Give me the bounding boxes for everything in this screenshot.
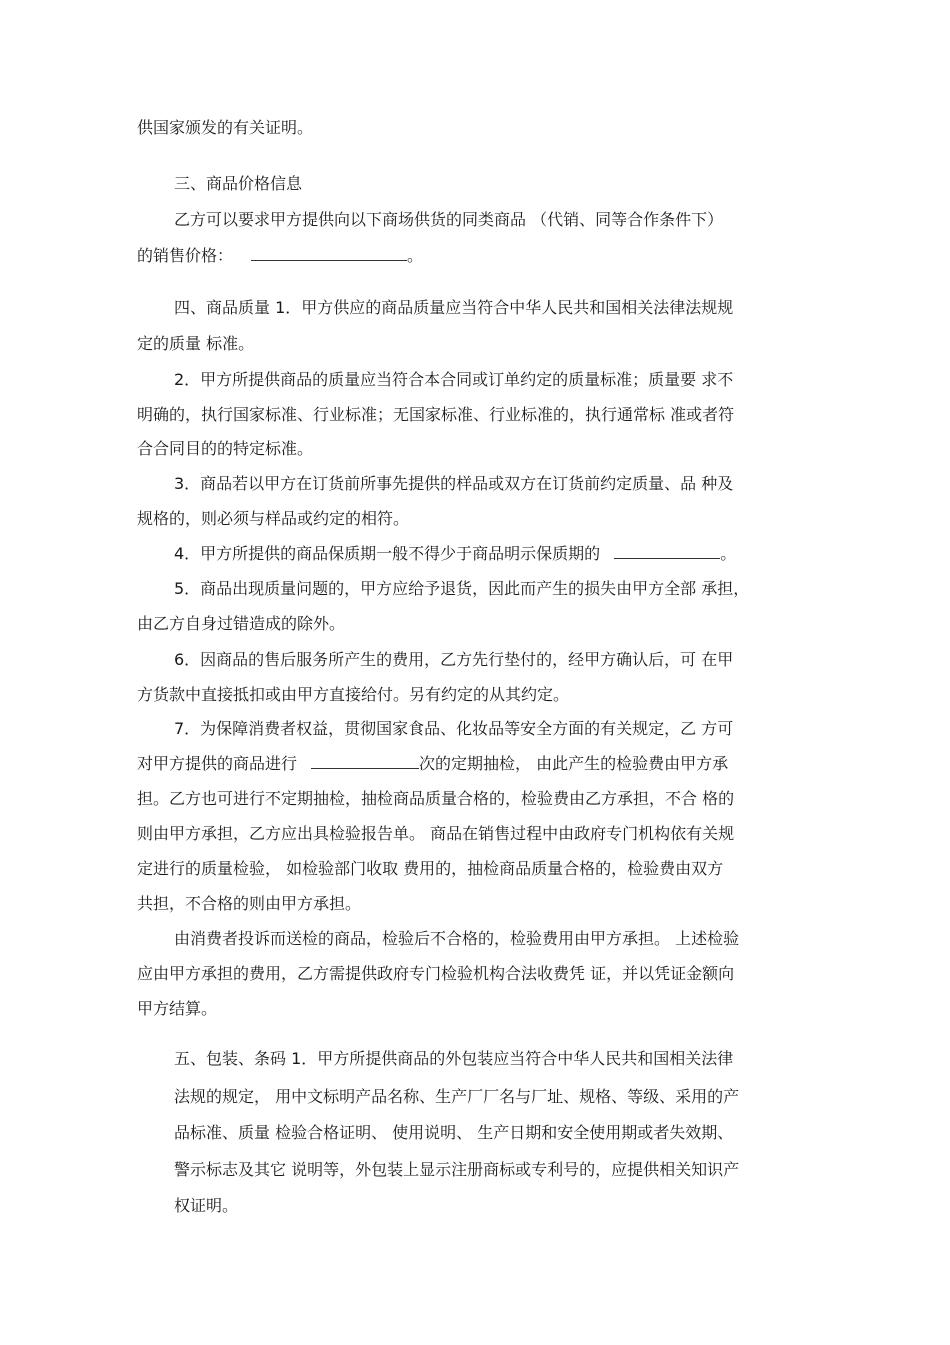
section-4-item2-line2: 明确的，执行国家标准、行业标准；无国家标准、行业标准的，执行通常标 准或者符 xyxy=(137,405,735,424)
section-4-para-line1: 由消费者投诉而送检的商品，检验后不合格的，检验费用由甲方承担。 上述检验 xyxy=(174,929,740,948)
section-5-line5: 权证明。 xyxy=(174,1196,239,1215)
section-3-price-line xyxy=(137,246,423,266)
section-4-item5-line2: 由乙方自身过错造成的除外。 xyxy=(137,614,346,633)
shelf-life-blank-field[interactable] xyxy=(614,544,720,559)
section-4-item1-line2: 定的质量 标准。 xyxy=(137,334,255,353)
section-5-line3: 品标准、质量 检验合格证明、 使用说明、 生产日期和安全使用期或者失效期、 xyxy=(174,1123,734,1142)
section-4-item2-line3: 合合同目的的特定标准。 xyxy=(137,439,314,458)
section-4-item4-line xyxy=(174,544,736,564)
section-4-item7-line3: 担。乙方也可进行不定期抽检，抽检商品质量合格的，检验费由乙方承担，不合 格的 xyxy=(137,789,735,808)
section-4-item5-line1: 5．商品出现质量问题的，甲方应给予退货，因此而产生的损失由甲方全部 承担， xyxy=(174,579,750,598)
section-4-item3-line2: 规格的，则必须与样品或约定的相符。 xyxy=(137,509,410,528)
inspection-label: 对甲方提供的商品进行 xyxy=(137,754,298,773)
section-5-line2: 法规的规定， 用中文标明产品名称、生产厂厂名与厂址、规格、等级、采用的产 xyxy=(174,1087,740,1106)
section-4-item6-line2: 方货款中直接抵扣或由甲方直接给付。另有约定的从其约定。 xyxy=(137,685,570,704)
section-4-item6-line1: 6．因商品的售后服务所产生的费用，乙方先行垫付的，经甲方确认后，可 在甲 xyxy=(174,650,734,669)
section-3-heading: 三、商品价格信息 xyxy=(174,174,303,193)
section-4-item2-line1: 2．甲方所提供商品的质量应当符合本合同或订单约定的质量标准；质量要 求不 xyxy=(174,370,734,389)
section-4-para-line3: 甲方结算。 xyxy=(137,999,218,1018)
section-4-heading-line: 四、商品质量 1．甲方供应的商品质量应当符合中华人民共和国相关法律法规规 xyxy=(174,298,734,317)
shelf-life-suffix: 。 xyxy=(720,544,737,563)
price-blank-field[interactable] xyxy=(251,246,407,261)
section-3-line: 乙方可以要求甲方提供向以下商场供货的同类商品 （代销、同等合作条件下） xyxy=(174,210,724,229)
section-4-item3-line1: 3．商品若以甲方在订货前所事先提供的样品或双方在订货前约定质量、品 种及 xyxy=(174,474,734,493)
section-4-item7-line4: 则由甲方承担，乙方应出具检验报告单。 商品在销售过程中由政府专门机构依有关规 xyxy=(137,824,735,843)
section-4-para-line2: 应由甲方承担的费用，乙方需提供政府专门检验机构合法收费凭 证，并以凭证金额向 xyxy=(137,964,735,983)
section-4-item7-line6: 共担，不合格的则由甲方承担。 xyxy=(137,894,362,913)
price-suffix: 。 xyxy=(407,246,424,265)
inspection-count-blank-field[interactable] xyxy=(311,754,419,769)
section-5-line4: 警示标志及其它 说明等，外包装上显示注册商标或专利号的，应提供相关知识产 xyxy=(174,1160,740,1179)
inspection-suffix: 次的定期抽检， 由此产生的检验费由甲方承 xyxy=(419,754,729,773)
price-label: 的销售价格： xyxy=(137,246,234,265)
section-4-item7-line5: 定进行的质量检验， 如检验部门收取 费用的，抽检商品质量合格的，检验费由双方 xyxy=(137,859,724,878)
section-4-item7-line2 xyxy=(137,754,728,774)
section-5-heading-line: 五、包装、条码 1．甲方所提供商品的外包装应当符合中华人民共和国相关法律 xyxy=(174,1049,734,1068)
intro-line: 供国家颁发的有关证明。 xyxy=(137,118,314,137)
shelf-life-label: 4．甲方所提供的商品保质期一般不得少于商品明示保质期的 xyxy=(174,544,601,563)
section-4-item7-line1: 7．为保障消费者权益，贯彻国家食品、化妆品等安全方面的有关规定，乙 方可 xyxy=(174,719,734,738)
